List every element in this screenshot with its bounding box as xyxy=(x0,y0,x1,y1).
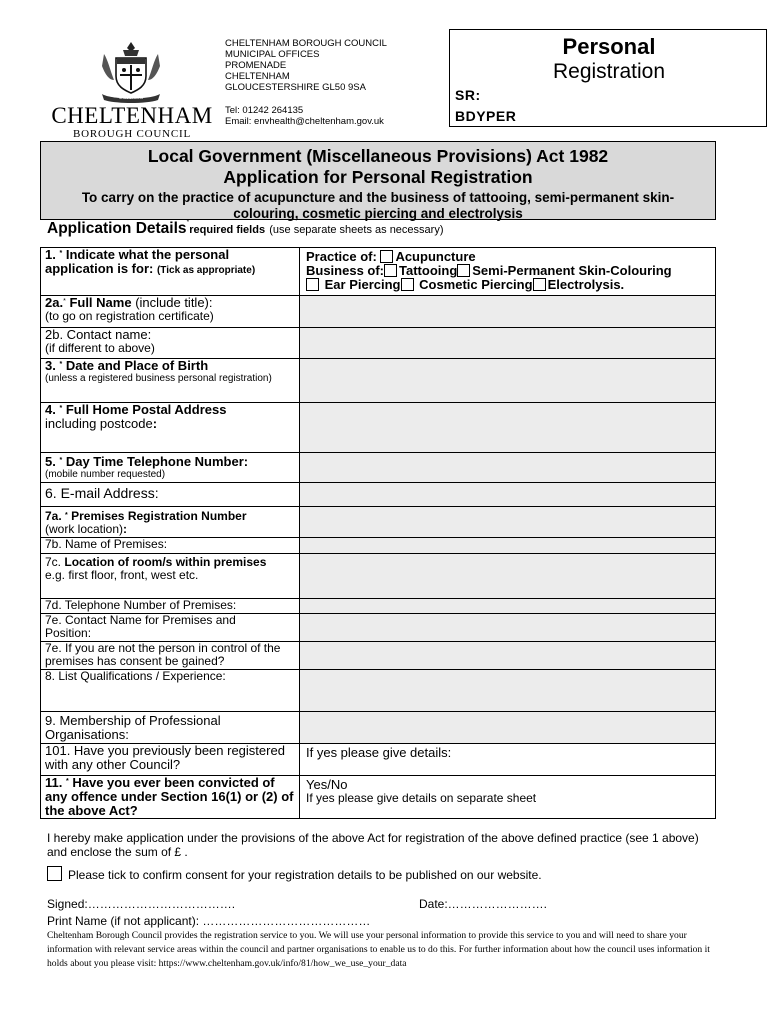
address-line: CHELTENHAM BOROUGH COUNCIL xyxy=(225,38,387,49)
reference-box xyxy=(449,29,767,127)
required-star: * xyxy=(186,219,190,226)
print-name-field[interactable]: Print Name (if not applicant): …………………………………… xyxy=(47,914,371,928)
electrolysis-label: Electrolysis. xyxy=(547,277,625,292)
required-star: * xyxy=(59,361,63,368)
act-title: Local Government (Miscellaneous Provisions) Act 1982 xyxy=(147,146,609,166)
privacy-notice: Cheltenham Borough Council provides the registration service to you. We will use your personal information to provide this service to you and will need to share your information with relevant service areas within the council and partner organisations to enable us to do this. For further information about how the council uses information it holds about you please visit: https://www.cheltenham.gov.uk/info/81/how_we_use_your_data xyxy=(47,930,710,969)
row-label: 2b. Contact name: xyxy=(45,327,152,342)
table-row xyxy=(41,538,716,554)
birth-field[interactable] xyxy=(300,359,716,403)
row-number: 3. xyxy=(45,358,56,373)
colon: : xyxy=(123,522,128,536)
premises-phone-label xyxy=(41,599,300,614)
address-line: MUNICIPAL OFFICES xyxy=(225,49,320,60)
address-line: CHELTENHAM xyxy=(225,71,290,82)
table-row xyxy=(41,554,716,599)
address-field[interactable] xyxy=(300,403,716,453)
svg-text:SALUBRITAS: SALUBRITAS xyxy=(118,95,144,100)
convictions-label xyxy=(41,776,300,819)
contact-name-field[interactable] xyxy=(300,328,716,359)
telephone: Tel: 01242 264135 xyxy=(225,105,304,116)
address-label xyxy=(41,403,300,453)
row-label: Location of room/s within premises xyxy=(64,555,267,569)
contact-name-label xyxy=(41,328,300,359)
row-number: 5. xyxy=(45,454,56,469)
row-label: application is for: xyxy=(45,261,154,276)
row-hint: e.g. first floor, front, west etc. xyxy=(45,568,199,582)
separate-sheets-note: (use separate sheets as necessary) xyxy=(269,224,444,236)
row-label: 7b. Name of Premises: xyxy=(45,537,168,551)
required-star: * xyxy=(65,512,68,519)
required-star: * xyxy=(63,298,66,305)
consent-checkbox[interactable] xyxy=(47,866,62,881)
full-name-field[interactable] xyxy=(300,296,716,328)
row-hint: (Tick as appropriate) xyxy=(156,265,256,276)
row-label: 9. Membership of Professional Organisations: xyxy=(45,713,221,742)
reference-title: Personal xyxy=(562,34,656,59)
signature-field[interactable]: Signed:………………………………. xyxy=(47,897,236,911)
table-row xyxy=(41,296,716,328)
brand-subtitle: BOROUGH COUNCIL xyxy=(72,128,192,140)
form-code: BDYPER xyxy=(455,108,517,124)
brand-name: CHELTENHAM xyxy=(51,103,213,128)
form-title-block xyxy=(40,141,716,220)
room-location-label xyxy=(41,554,300,599)
table-row xyxy=(41,328,716,359)
address-line: PROMENADE xyxy=(225,60,287,71)
practice-of-label: Practice of: xyxy=(306,249,377,264)
row-number: 2a. xyxy=(45,295,64,310)
row-number: 4. xyxy=(45,402,56,417)
table-row xyxy=(41,744,716,776)
row-label: Premises Registration Number xyxy=(71,509,247,523)
declaration-text: I hereby make application under the provisions of the above Act for registration of the above defined practice (see 1 above) and enclose the sum of £ . xyxy=(47,831,699,859)
row-label: 7e. Contact Name for Premises and Position: xyxy=(45,613,236,640)
row-label: 8. List Qualifications / Experience: xyxy=(45,669,226,683)
row-label: Full Name xyxy=(69,295,132,310)
application-details-heading xyxy=(47,220,444,238)
row-label: 101. Have you previously been registered with any other Council? xyxy=(45,743,285,772)
phone-field[interactable] xyxy=(300,453,716,483)
row-number: 7c. xyxy=(45,555,62,569)
premises-contact-label xyxy=(41,614,300,642)
semi-permanent-checkbox[interactable] xyxy=(457,264,470,277)
table-row xyxy=(41,642,716,670)
electrolysis-checkbox[interactable] xyxy=(533,278,546,291)
email-address: Email: envhealth@cheltenham.gov.uk xyxy=(225,116,384,127)
membership-label xyxy=(41,712,300,744)
premises-name-label xyxy=(41,538,300,554)
required-star: * xyxy=(59,457,63,464)
row-number: 7a. xyxy=(45,509,62,523)
row-hint: (to go on registration certificate) xyxy=(45,309,214,323)
acupuncture-checkbox[interactable] xyxy=(380,250,393,263)
row-hint: (work location) xyxy=(45,522,124,536)
row-label: 6. E-mail Address: xyxy=(45,485,159,501)
phone-label xyxy=(41,453,300,483)
yes-no-prompt: Yes/No xyxy=(306,777,348,792)
row-label: Full Home Postal Address xyxy=(65,402,227,417)
consent-gained-label xyxy=(41,642,300,670)
convictions-field[interactable] xyxy=(300,776,716,819)
premises-phone-field[interactable] xyxy=(300,599,716,614)
qualifications-label xyxy=(41,670,300,712)
full-name-label xyxy=(41,296,300,328)
row-label: Have you ever been convicted of any offence under Section 16(1) or (2) of the above Act? xyxy=(45,775,294,818)
email-label xyxy=(41,483,300,507)
council-address xyxy=(225,38,387,93)
table-row xyxy=(41,712,716,744)
email-field[interactable] xyxy=(300,483,716,507)
consent-gained-field[interactable] xyxy=(300,642,716,670)
row-label: Day Time Telephone Number: xyxy=(65,454,249,469)
previous-registration-label xyxy=(41,744,300,776)
row-hint: including postcode xyxy=(45,416,153,431)
row-label-rest: (include title): xyxy=(135,295,213,310)
cosmetic-piercing-checkbox[interactable] xyxy=(401,278,414,291)
required-star: * xyxy=(59,405,63,412)
purpose-text: To carry on the practice of acupuncture and the business of tattooing, semi-permanent skin-colouring, cosmetic piercing and electrolysis xyxy=(81,190,675,221)
table-row xyxy=(41,670,716,712)
row-hint: (if different to above) xyxy=(45,341,155,355)
council-contact xyxy=(225,105,384,127)
business-of-label: Business of: xyxy=(306,263,385,278)
previous-registration-field[interactable] xyxy=(300,744,716,776)
table-row xyxy=(41,453,716,483)
premises-name-field[interactable] xyxy=(300,538,716,554)
tattooing-label: Tattooing xyxy=(399,263,458,278)
row-number: 1. xyxy=(45,247,56,262)
table-row xyxy=(41,359,716,403)
application-form-table xyxy=(40,247,716,819)
sr-label: SR: xyxy=(455,87,481,103)
row-hint: (mobile number requested) xyxy=(45,469,166,480)
application-title: Application for Personal Registration xyxy=(223,167,533,187)
details-title: Application Details xyxy=(47,220,187,237)
cosmetic-piercing-label: Cosmetic Piercing xyxy=(419,277,533,292)
row-1-label xyxy=(41,248,300,296)
row-hint: (unless a registered business personal registration) xyxy=(45,373,272,384)
reference-subtitle: Registration xyxy=(552,60,666,83)
consent-label: Please tick to confirm consent for your registration details to be published on our website. xyxy=(68,868,542,882)
date-field[interactable]: Date:……………………. xyxy=(419,897,548,911)
table-row xyxy=(41,599,716,614)
answer-prompt: If yes please give details: xyxy=(306,745,452,760)
practice-options xyxy=(300,248,716,296)
row-number: 11. xyxy=(45,775,63,790)
room-location-field[interactable] xyxy=(300,554,716,599)
table-row xyxy=(41,776,716,819)
table-row xyxy=(41,483,716,507)
table-row xyxy=(41,403,716,453)
row-label: 7d. Telephone Number of Premises: xyxy=(45,598,237,612)
acupuncture-label: Acupuncture xyxy=(395,249,476,264)
council-wordmark xyxy=(46,104,218,140)
required-fields-label: required fields xyxy=(189,224,266,236)
tattooing-checkbox[interactable] xyxy=(384,264,397,277)
membership-field[interactable] xyxy=(300,712,716,744)
premises-registration-label xyxy=(41,507,300,538)
birth-label xyxy=(41,359,300,403)
row-label: 7e. If you are not the person in control of the premises has consent be gained? xyxy=(45,641,281,668)
semi-permanent-label: Semi-Permanent Skin-Colouring xyxy=(472,263,672,278)
ear-piercing-label: Ear Piercing xyxy=(324,277,401,292)
table-row xyxy=(41,507,716,538)
table-row xyxy=(41,248,716,296)
address-line: GLOUCESTERSHIRE GL50 9SA xyxy=(225,82,366,93)
council-crest-logo xyxy=(96,40,166,106)
colon: : xyxy=(152,416,158,431)
row-label: Date and Place of Birth xyxy=(65,358,209,373)
ear-piercing-checkbox[interactable] xyxy=(306,278,319,291)
qualifications-field[interactable] xyxy=(300,670,716,712)
premises-contact-field[interactable] xyxy=(300,614,716,642)
answer-prompt: If yes please give details on separate sheet xyxy=(306,791,537,805)
required-star: * xyxy=(59,250,63,257)
required-star: * xyxy=(65,778,69,785)
premises-registration-field[interactable] xyxy=(300,507,716,538)
table-row xyxy=(41,614,716,642)
row-label: Indicate what the personal xyxy=(65,247,230,262)
